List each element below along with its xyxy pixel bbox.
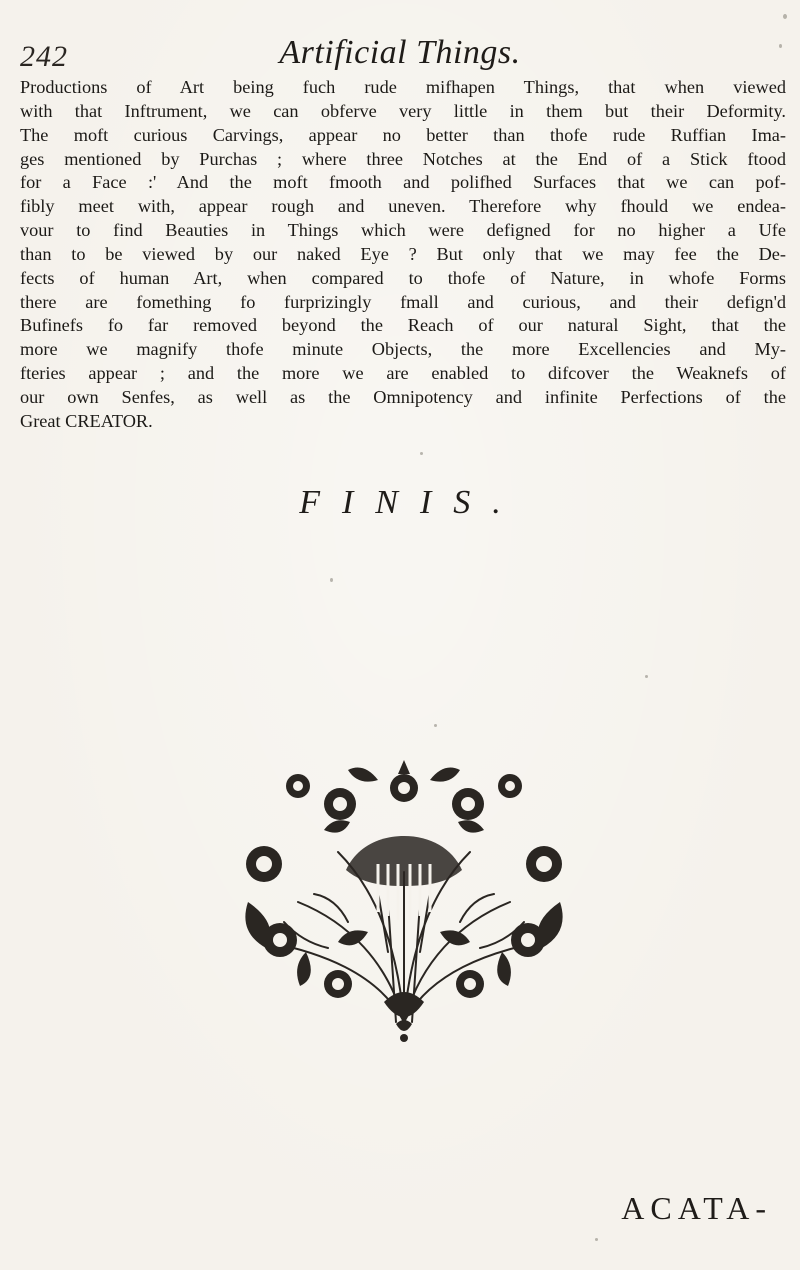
text-line: fteries appear ; and the more we are enabled to difcover the Weaknefs of (20, 363, 786, 384)
text-line: Productions of Art being fuch rude mifhapen Things, that when viewed (20, 77, 786, 97)
text-line: our own Senfes, as well as the Omnipotency and infinite Perfections of the (20, 386, 786, 407)
text-line-last: Great CREATOR. (20, 410, 153, 431)
text-line: for a Face :' And the moft fmooth and polifhed Surfaces that we can pof- (20, 172, 786, 193)
text-line: with that Inftrument, we can obferve very little in them but their Deformity. (20, 100, 786, 121)
text-line: more we magnify thofe minute Objects, the more Excellencies and My- (20, 339, 786, 360)
text-line: Bufinefs fo far removed beyond the Reach of our natural Sight, that the (20, 315, 786, 336)
text-line: fects of human Art, when compared to thofe of Nature, in whofe Forms (20, 267, 786, 288)
text-line: fibly meet with, appear rough and uneven. Therefore why fhould we endea- (20, 196, 786, 217)
running-title: Artificial Things. (279, 34, 521, 71)
page-number: 242 (20, 40, 68, 73)
text-line: The moft curious Carvings, appear no better than thofe rude Ruffian Ima- (20, 124, 786, 145)
text-line: vour to find Beauties in Things which were defigned for no higher a Ufe (20, 220, 786, 241)
catchword: ACATA- (621, 1190, 772, 1226)
text-line: there are fomething fo furprizingly fmall and curious, and their defign'd (20, 291, 786, 312)
body-paragraph (20, 76, 786, 434)
text-line: than to be viewed by our naked Eye ? But only that we may fee the De- (20, 243, 786, 264)
text-line: ges mentioned by Purchas ; where three Notches at the End of a Stick ftood (20, 148, 786, 169)
floral-tailpiece-ornament-icon (228, 752, 580, 1048)
finis-heading: FINIS. (299, 484, 523, 521)
